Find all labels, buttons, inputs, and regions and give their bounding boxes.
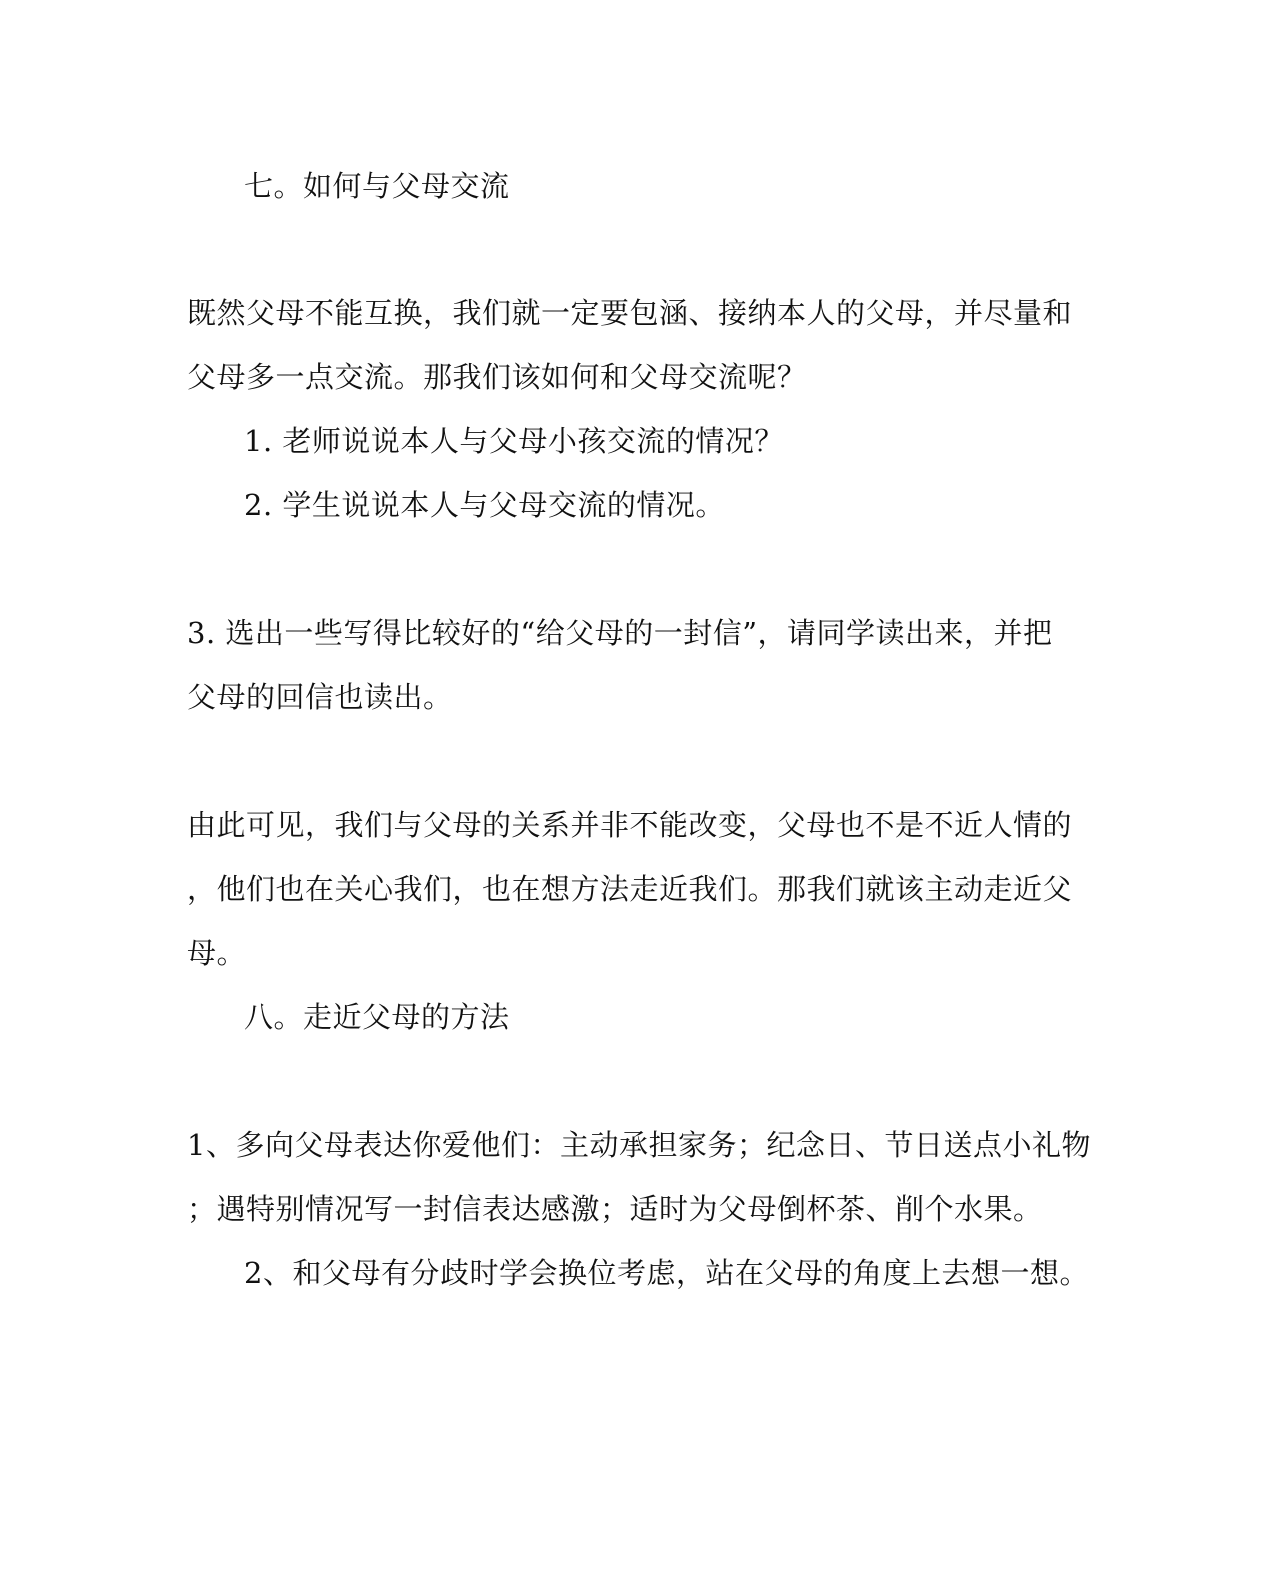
paragraph-line: ；遇特别情况写一封信表达感激；适时为父母倒杯茶、削个水果。 xyxy=(187,1192,1043,1226)
method-item-2: 2、和父母有分歧时学会换位考虑，站在父母的角度上去想一想。 xyxy=(244,1256,1089,1290)
section-heading-7: 七。如何与父母交流 xyxy=(244,169,510,203)
list-item-3: 3. 选出一些写得比较好的“给父母的一封信”，请同学读出来，并把 xyxy=(187,616,1053,650)
list-item-1: 1. 老师说说本人与父母小孩交流的情况？ xyxy=(244,424,784,458)
paragraph-line: 既然父母不能互换，我们就一定要包涵、接纳本人的父母，并尽量和 xyxy=(187,296,1073,330)
paragraph-line: 母。 xyxy=(187,936,247,970)
section-heading-8: 八。走近父母的方法 xyxy=(244,1000,510,1034)
list-item-2: 2. 学生说说本人与父母交流的情况。 xyxy=(244,488,725,522)
paragraph-line: 由此可见，我们与父母的关系并非不能改变，父母也不是不近人情的 xyxy=(187,808,1073,842)
method-item-1: 1、多向父母表达你爱他们：主动承担家务；纪念日、节日送点小礼物 xyxy=(187,1128,1091,1162)
paragraph-line: 父母的回信也读出。 xyxy=(187,680,453,714)
paragraph-line: ，他们也在关心我们，也在想方法走近我们。那我们就该主动走近父 xyxy=(187,872,1073,906)
paragraph-line: 父母多一点交流。那我们该如何和父母交流呢？ xyxy=(187,360,807,394)
